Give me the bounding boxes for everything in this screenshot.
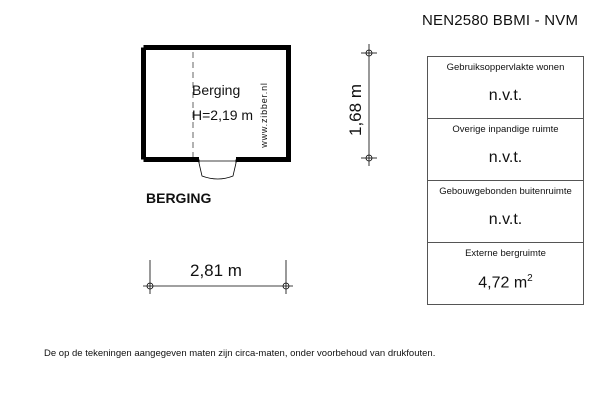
depth-dimension-label: 1,68 m bbox=[346, 84, 365, 136]
area-row-label: Overige inpandige ruimte bbox=[452, 124, 559, 135]
section-label: BERGING bbox=[146, 190, 212, 206]
area-row-label: Gebruiksoppervlakte wonen bbox=[446, 62, 565, 73]
area-row-value: n.v.t. bbox=[488, 211, 523, 228]
area-row-storage bbox=[428, 243, 583, 304]
width-dimension-label: 2,81 m bbox=[190, 261, 242, 280]
room-name-label: Berging bbox=[192, 82, 241, 98]
area-row-label: Gebouwgebonden buitenruimte bbox=[439, 186, 572, 197]
disclaimer-note: De op de tekeningen aangegeven maten zijn circa-maten, onder voorbehoud van drukfouten. bbox=[44, 348, 436, 359]
area-row-value: n.v.t. bbox=[488, 149, 523, 166]
room-height-label: H=2,19 m bbox=[192, 107, 254, 123]
area-row-value bbox=[428, 273, 583, 292]
area-summary-table bbox=[427, 56, 584, 305]
area-row-outdoor bbox=[428, 181, 583, 243]
drawing-standard-title: NEN2580 BBMI - NVM bbox=[422, 12, 579, 29]
door-symbol bbox=[199, 160, 236, 180]
area-row-value: n.v.t. bbox=[488, 87, 523, 104]
area-unit-superscript: 2 bbox=[527, 273, 533, 284]
area-row-living bbox=[428, 57, 583, 119]
watermark-text: www.zibber.nl bbox=[259, 82, 269, 148]
area-value-text: 4,72 m bbox=[478, 274, 528, 292]
area-row-other-indoor bbox=[428, 119, 583, 181]
area-row-label: Externe bergruimte bbox=[465, 248, 546, 259]
